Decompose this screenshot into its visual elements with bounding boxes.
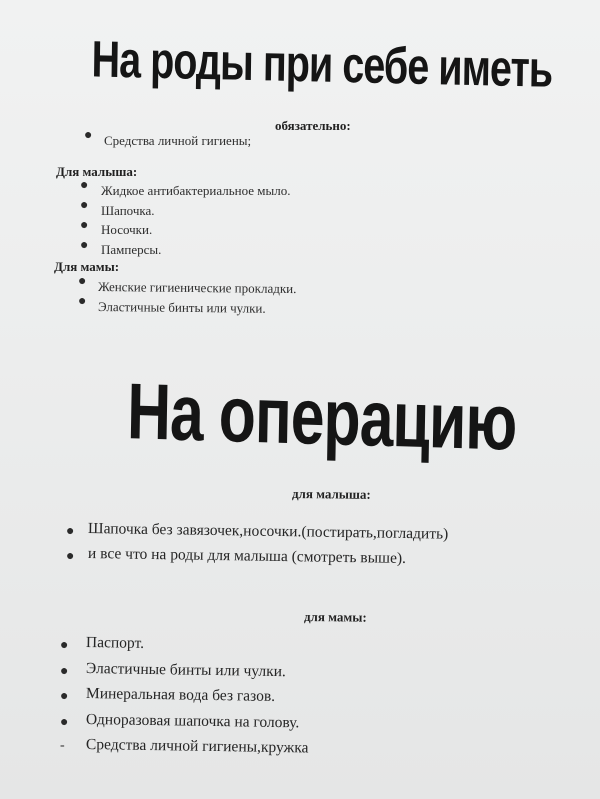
list-item: Жидкое антибактериальное мыло. [101,183,291,198]
page-title-surgery: На операцию [126,366,518,467]
mom-label: Для мамы: [54,259,120,274]
bullet-dot-icon: ● [80,198,89,213]
bullet-dot-icon: ● [80,238,89,253]
bullet-dot-icon: ● [84,128,93,143]
bullet-dot-icon: ● [80,178,89,193]
bullet-dot-icon: ● [78,274,87,289]
page-title-birth: На роды при себе иметь [91,30,553,98]
list-item: Средства личной гигиены,кружка [85,736,309,757]
list-item: Минеральная вода без газов. [85,685,276,705]
list-item: и все что на роды для малыша (смотреть выше). [87,545,407,567]
list-item: Эластичные бинты или чулки. [85,660,287,681]
list-item: Эластичные бинты или чулки. [97,299,266,316]
list-item: Шапочка. [101,203,155,218]
bullet-dot-icon: ● [78,294,87,309]
dash-icon: - [60,738,65,753]
list-item: Шапочка без завязочек,носочки.(постирать,погладить) [87,520,449,543]
list-item: Одноразовая шапочка на голову. [85,711,300,732]
required-label: обязательно: [275,118,351,133]
list-item: Средства личной гигиены; [104,133,252,148]
bullet-dot-icon: ● [66,524,75,539]
bullet-dot-icon: ● [60,638,69,653]
bullet-dot-icon: ● [66,549,75,564]
bullet-dot-icon: ● [80,218,89,233]
baby-label-surgery: для малыша: [291,486,371,502]
bullet-dot-icon: ● [60,664,69,679]
list-item: Носочки. [101,222,153,237]
bullet-dot-icon: ● [60,715,69,730]
mom-label-surgery: для мамы: [303,609,367,625]
bullet-dot-icon: ● [60,689,69,704]
list-item: Паспорт. [85,634,145,652]
baby-label: Для малыша: [56,164,138,179]
list-item: Памперсы. [101,242,162,257]
list-item: Женские гигиенические прокладки. [97,279,297,297]
